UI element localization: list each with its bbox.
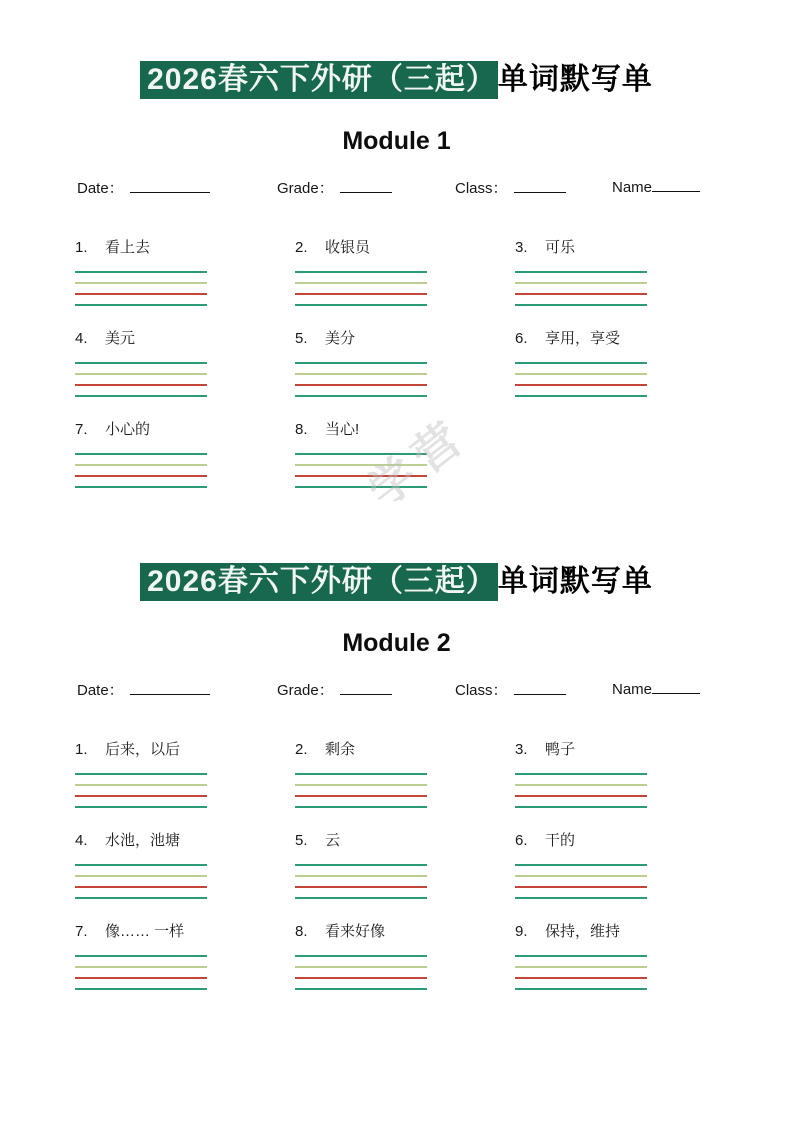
vocab-item-label: [295, 829, 515, 849]
writing-lines: [75, 773, 207, 808]
writing-line-upper-mid: [75, 966, 207, 968]
meta-row: [0, 679, 793, 705]
writing-line-top: [75, 955, 207, 957]
writing-line-bottom: [75, 304, 207, 306]
writing-line-top: [295, 362, 427, 364]
item-row: [75, 327, 793, 397]
writing-line-top: [295, 864, 427, 866]
name-blank-line: [652, 177, 700, 192]
writing-line-upper-mid: [295, 464, 427, 466]
writing-line-baseline: [295, 795, 427, 797]
item-word: 收银员: [325, 239, 371, 256]
name-field: [612, 177, 700, 196]
writing-line-baseline: [295, 293, 427, 295]
vocab-item-label: [295, 236, 515, 256]
vocab-item-label: [75, 327, 295, 347]
writing-line-top: [75, 864, 207, 866]
writing-line-baseline: [295, 384, 427, 386]
item-number: 4.: [75, 832, 88, 849]
writing-line-baseline: [75, 886, 207, 888]
item-number: 9.: [515, 923, 528, 940]
vocab-item: [295, 920, 515, 990]
vocab-item-label: [515, 829, 735, 849]
item-word: 保持，维持: [545, 923, 621, 940]
writing-lines: [515, 271, 647, 306]
vocab-item: [515, 829, 735, 899]
item-number: 5.: [295, 330, 308, 347]
vocab-item-label: [295, 418, 515, 438]
writing-line-top: [515, 773, 647, 775]
writing-line-upper-mid: [515, 875, 647, 877]
item-row: [75, 738, 793, 808]
title-banner-highlight: 2026春六下外研（三起）: [140, 563, 498, 601]
vocab-item-label: [295, 738, 515, 758]
grade-label: Grade：: [277, 682, 334, 699]
item-word: 美元: [105, 330, 136, 347]
item-number: 3.: [515, 239, 528, 256]
vocab-item: [295, 236, 515, 306]
sheet-module-1: [0, 60, 793, 509]
writing-line-baseline: [295, 475, 427, 477]
writing-lines: [75, 864, 207, 899]
writing-lines: [75, 453, 207, 488]
vocab-item-label: [75, 236, 295, 256]
name-blank-line: [652, 679, 700, 694]
writing-lines: [75, 362, 207, 397]
vocab-item-empty: [515, 418, 735, 488]
writing-line-upper-mid: [295, 784, 427, 786]
item-number: 7.: [75, 923, 88, 940]
writing-lines: [75, 955, 207, 990]
item-number: 3.: [515, 741, 528, 758]
item-row: [75, 236, 793, 306]
writing-lines: [295, 864, 427, 899]
item-row: [75, 920, 793, 990]
grade-field: [277, 679, 392, 700]
vocab-item: [75, 920, 295, 990]
vocab-item: [75, 418, 295, 488]
writing-line-bottom: [75, 486, 207, 488]
item-number: 8.: [295, 421, 308, 438]
writing-line-baseline: [75, 384, 207, 386]
writing-lines: [295, 955, 427, 990]
vocab-items: [0, 236, 793, 488]
sheet-module-2: [0, 562, 793, 1011]
writing-line-bottom: [295, 395, 427, 397]
item-word: 水池，池塘: [105, 832, 181, 849]
writing-line-top: [295, 271, 427, 273]
item-word: 后来，以后: [105, 741, 181, 758]
vocab-item: [75, 327, 295, 397]
writing-line-upper-mid: [515, 373, 647, 375]
writing-line-top: [515, 955, 647, 957]
title-banner: [0, 60, 793, 100]
watermark: 学营: [358, 406, 479, 517]
writing-lines: [295, 362, 427, 397]
writing-line-top: [75, 773, 207, 775]
vocab-item-label: [75, 920, 295, 940]
class-field: [455, 177, 566, 198]
item-word: 看上去: [105, 239, 151, 256]
vocab-item-label: [295, 920, 515, 940]
item-word: 云: [325, 832, 341, 849]
vocab-item: [515, 327, 735, 397]
writing-line-baseline: [515, 293, 647, 295]
date-blank-line: [130, 680, 210, 695]
item-number: 2.: [295, 741, 308, 758]
item-word: 可乐: [545, 239, 576, 256]
item-word: 美分: [325, 330, 356, 347]
vocab-item-label: [75, 418, 295, 438]
writing-line-bottom: [75, 897, 207, 899]
date-label: Date：: [77, 682, 124, 699]
writing-line-bottom: [515, 897, 647, 899]
writing-lines: [515, 362, 647, 397]
writing-line-baseline: [515, 384, 647, 386]
writing-line-bottom: [295, 988, 427, 990]
date-label: Date：: [77, 180, 124, 197]
writing-line-upper-mid: [295, 282, 427, 284]
grade-blank-line: [340, 680, 392, 695]
writing-line-top: [295, 453, 427, 455]
vocab-items: [0, 738, 793, 990]
class-field: [455, 679, 566, 700]
writing-line-upper-mid: [515, 966, 647, 968]
item-number: 1.: [75, 741, 88, 758]
vocab-item-label: [75, 738, 295, 758]
item-number: 4.: [75, 330, 88, 347]
item-word: 像…… 一样: [105, 923, 185, 940]
writing-line-top: [515, 864, 647, 866]
writing-line-baseline: [295, 977, 427, 979]
writing-line-upper-mid: [75, 282, 207, 284]
writing-line-upper-mid: [295, 966, 427, 968]
vocab-item: [515, 738, 735, 808]
item-word: 剩余: [325, 741, 356, 758]
item-number: 8.: [295, 923, 308, 940]
writing-line-baseline: [515, 886, 647, 888]
writing-line-top: [295, 955, 427, 957]
vocab-item-label: [295, 327, 515, 347]
vocab-item-label: [515, 920, 735, 940]
title-banner-plain: 单词默写单: [497, 565, 653, 598]
meta-row: [0, 177, 793, 203]
name-field: [612, 679, 700, 698]
date-blank-line: [130, 178, 210, 193]
writing-line-baseline: [515, 977, 647, 979]
writing-lines: [515, 773, 647, 808]
item-word: 当心!: [325, 421, 360, 438]
date-field: [77, 177, 210, 198]
class-label: Class：: [455, 180, 508, 197]
name-label: Name: [612, 179, 653, 196]
item-word: 鸭子: [545, 741, 576, 758]
item-row: [75, 418, 793, 488]
writing-line-upper-mid: [295, 875, 427, 877]
item-number: 1.: [75, 239, 88, 256]
writing-lines: [295, 453, 427, 488]
writing-line-top: [75, 271, 207, 273]
item-word: 看来好像: [325, 923, 386, 940]
writing-line-bottom: [295, 806, 427, 808]
writing-line-baseline: [75, 293, 207, 295]
writing-lines: [75, 271, 207, 306]
title-banner-highlight: 2026春六下外研（三起）: [140, 61, 498, 99]
writing-line-upper-mid: [75, 464, 207, 466]
writing-line-bottom: [75, 988, 207, 990]
writing-lines: [295, 271, 427, 306]
item-number: 5.: [295, 832, 308, 849]
writing-line-upper-mid: [75, 373, 207, 375]
writing-line-top: [515, 362, 647, 364]
writing-line-bottom: [515, 395, 647, 397]
grade-label: Grade：: [277, 180, 334, 197]
writing-line-baseline: [75, 475, 207, 477]
writing-line-bottom: [75, 806, 207, 808]
writing-line-baseline: [75, 977, 207, 979]
item-word: 小心的: [105, 421, 151, 438]
writing-line-top: [295, 773, 427, 775]
date-field: [77, 679, 210, 700]
writing-line-top: [75, 362, 207, 364]
vocab-item: [515, 236, 735, 306]
writing-line-bottom: [295, 897, 427, 899]
vocab-item-label: [515, 738, 735, 758]
vocab-item-label: [515, 327, 735, 347]
class-label: Class：: [455, 682, 508, 699]
class-blank-line: [514, 680, 566, 695]
writing-lines: [515, 955, 647, 990]
item-number: 6.: [515, 832, 528, 849]
vocab-item: [295, 738, 515, 808]
grade-blank-line: [340, 178, 392, 193]
writing-line-baseline: [75, 795, 207, 797]
writing-line-upper-mid: [515, 784, 647, 786]
writing-line-upper-mid: [515, 282, 647, 284]
writing-line-upper-mid: [295, 373, 427, 375]
class-blank-line: [514, 178, 566, 193]
writing-line-upper-mid: [75, 875, 207, 877]
item-number: 2.: [295, 239, 308, 256]
module-title: Module 2: [342, 629, 451, 657]
vocab-item: [295, 829, 515, 899]
vocab-item: [295, 327, 515, 397]
writing-line-top: [75, 453, 207, 455]
writing-line-baseline: [295, 886, 427, 888]
writing-line-bottom: [295, 304, 427, 306]
writing-lines: [295, 773, 427, 808]
vocab-item: [75, 236, 295, 306]
module-title: Module 1: [342, 127, 451, 155]
vocab-item: [295, 418, 515, 488]
title-banner-plain: 单词默写单: [497, 63, 653, 96]
vocab-item: [75, 738, 295, 808]
writing-line-bottom: [515, 806, 647, 808]
writing-line-top: [515, 271, 647, 273]
writing-line-bottom: [295, 486, 427, 488]
writing-line-bottom: [515, 304, 647, 306]
writing-line-upper-mid: [75, 784, 207, 786]
name-label: Name: [612, 681, 653, 698]
item-word: 干的: [545, 832, 576, 849]
vocab-item: [515, 920, 735, 990]
vocab-item: [75, 829, 295, 899]
vocab-item-label: [515, 236, 735, 256]
item-number: 7.: [75, 421, 88, 438]
item-word: 享用，享受: [545, 330, 621, 347]
item-number: 6.: [515, 330, 528, 347]
writing-line-bottom: [75, 395, 207, 397]
writing-line-bottom: [515, 988, 647, 990]
writing-lines: [515, 864, 647, 899]
vocab-item-label: [75, 829, 295, 849]
item-row: [75, 829, 793, 899]
grade-field: [277, 177, 392, 198]
title-banner: [0, 562, 793, 602]
writing-line-baseline: [515, 795, 647, 797]
